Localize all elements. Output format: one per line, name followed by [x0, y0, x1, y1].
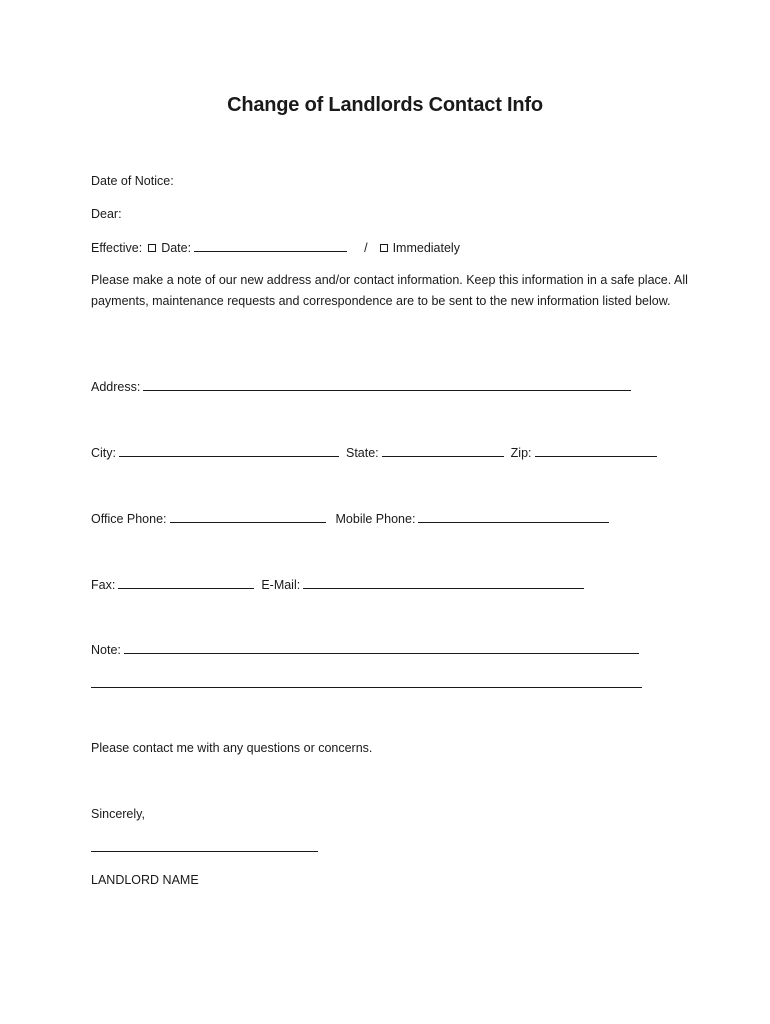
- closing-text: Please contact me with any questions or concerns.: [91, 741, 373, 755]
- address-line: [91, 378, 631, 395]
- email-field[interactable]: [303, 576, 584, 589]
- immediately-label: Immediately: [392, 241, 460, 255]
- note-field-continuation[interactable]: [91, 687, 642, 688]
- mobile-phone-label: Mobile Phone:: [335, 512, 416, 526]
- state-field[interactable]: [382, 444, 504, 457]
- address-field[interactable]: [143, 378, 631, 391]
- note-label: Note:: [91, 643, 121, 657]
- effective-date-checkbox[interactable]: [148, 244, 156, 252]
- sign-off-line: [91, 806, 145, 822]
- dear-line: [91, 206, 122, 222]
- city-label: City:: [91, 446, 116, 460]
- intro-paragraph: Please make a note of our new address and/or contact information. Keep this information in a safe place. All payments, maintenance requests and correspondence are to be sent to the new information listed below.: [91, 273, 688, 308]
- note-line: [91, 641, 639, 658]
- zip-field[interactable]: [535, 444, 657, 457]
- office-phone-field[interactable]: [170, 510, 326, 523]
- office-phone-label: Office Phone:: [91, 512, 167, 526]
- effective-date-field[interactable]: [194, 239, 347, 252]
- email-label: E-Mail:: [261, 578, 301, 592]
- fax-label: Fax:: [91, 578, 116, 592]
- phone-line: [91, 510, 609, 527]
- fax-email-line: [91, 576, 584, 593]
- address-label: Address:: [91, 380, 141, 394]
- city-state-zip-line: [91, 444, 657, 461]
- sign-off-text: Sincerely,: [91, 807, 145, 821]
- note-field[interactable]: [124, 641, 639, 654]
- effective-label: Effective:: [91, 241, 143, 255]
- dear-label: Dear:: [91, 207, 122, 221]
- state-label: State:: [346, 446, 379, 460]
- landlord-name-line: [91, 872, 199, 888]
- document-title: Change of Landlords Contact Info: [227, 94, 543, 116]
- signature-line[interactable]: [91, 851, 318, 852]
- closing-line: [91, 740, 372, 756]
- effective-separator: /: [364, 241, 368, 255]
- effective-date-label: Date:: [161, 241, 192, 255]
- fax-field[interactable]: [118, 576, 254, 589]
- immediately-checkbox[interactable]: [380, 244, 388, 252]
- effective-line: [91, 239, 460, 256]
- date-of-notice-line: [91, 173, 174, 189]
- city-field[interactable]: [119, 444, 339, 457]
- mobile-phone-field[interactable]: [418, 510, 609, 523]
- date-of-notice-label: Date of Notice:: [91, 174, 174, 188]
- zip-label: Zip:: [510, 446, 532, 460]
- landlord-name-label: LANDLORD NAME: [91, 873, 199, 887]
